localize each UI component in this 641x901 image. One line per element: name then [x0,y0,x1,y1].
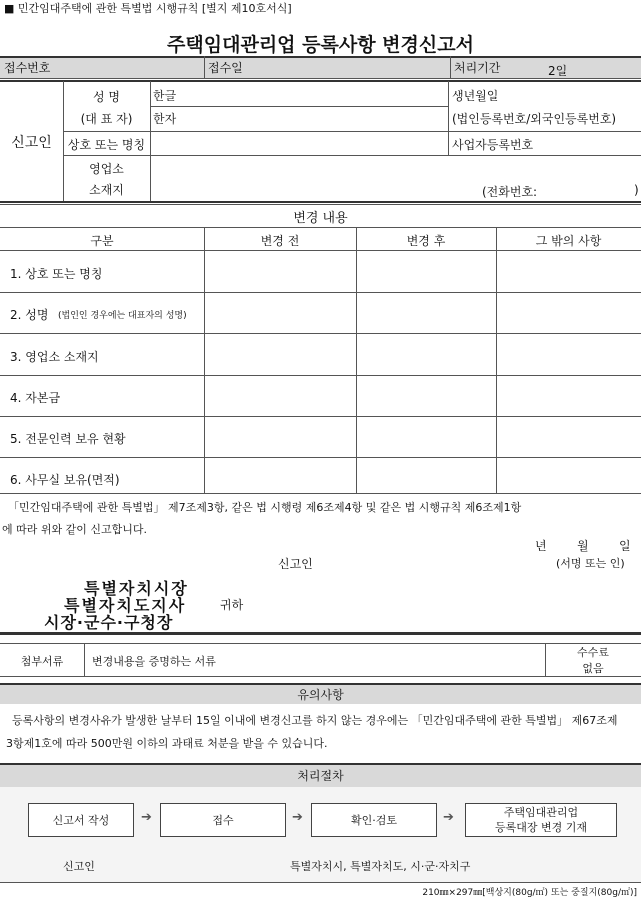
step-review: 확인·검토 [311,803,437,837]
fee-value: 없음 [582,662,604,675]
authority-line3: 시장·군수·구청장 [44,613,174,632]
actor-authority: 특별자치시, 특별자치도, 시·군·자치구 [290,860,471,873]
form-reference-note: ■ 민간임대주택에 관한 특별법 시행규칙 [별지 제10호서식] [4,2,292,15]
arrow-right-icon: ➔ [292,810,303,825]
hanja-name-label: 한자 [153,112,177,126]
step-receive: 접수 [160,803,286,837]
hangul-name-field[interactable] [175,84,445,104]
header-before: 변경 전 [260,234,300,248]
representative-label: (대 표 자) [80,112,133,126]
notice-line2: 3항제1호에 따라 500만원 이하의 과태료 처분을 받을 수 있습니다. [6,737,328,750]
birth-date-label: 생년월일 [452,89,499,103]
fee-label: 수수료 [577,646,609,659]
office-label-line1: 영업소 [89,162,124,176]
actor-applicant: 신고인 [63,860,95,873]
table-row: 2. 성명 [10,308,49,322]
phone-label: (전화번호: [482,185,538,199]
arrow-right-icon: ➔ [141,810,152,825]
attachment-label: 첨부서류 [20,655,64,668]
date-year-label: 년 [535,539,547,553]
attachment-content: 변경내용을 증명하는 서류 [92,655,216,668]
receipt-number-label: 접수번호 [4,61,51,75]
date-month-label: 월 [577,539,589,553]
table-row: 4. 자본금 [10,391,61,405]
hangul-name-label: 한글 [153,89,177,103]
arrow-right-icon: ➔ [443,810,454,825]
corporate-number-label: (법인등록번호/외국인등록번호) [452,112,617,126]
business-number-label: 사업자등록번호 [452,138,534,152]
declaration-line1: 「민간임대주택에 관한 특별법」 제7조제3항, 같은 법 시행령 제6조제4항 및 같은 법 시행규칙 제6조제1항 [8,501,522,514]
date-day-label: 일 [619,539,631,553]
signature-label: (서명 또는 인) [556,557,625,570]
table-row: 6. 사무실 보유(면적) [10,473,120,487]
authority-line1: 특별자치시장 [84,579,189,598]
procedure-title: 처리절차 [297,769,344,783]
company-name-field[interactable] [152,133,446,153]
table-row: 5. 전문인력 보유 현황 [10,432,126,446]
signer-label: 신고인 [278,557,313,571]
step-write-form: 신고서 작성 [28,803,134,837]
hanja-name-field[interactable] [175,108,445,129]
changes-section-title: 변경 내용 [293,211,348,226]
notice-line1: 등록사항의 변경사유가 발생한 날부터 15일 이내에 변경신고를 하지 않는 경우에는 「민간임대주택에 관한 특별법」 제67조제 [12,714,618,727]
reporter-section-label: 신고인 [11,135,52,151]
authority-line2: 특별자치도지사 [64,596,187,615]
processing-period-value: 2일 [548,64,568,78]
form-title: 주택임대관리업 등록사항 변경신고서 [167,34,474,56]
notice-title: 유의사항 [297,688,344,702]
office-address-field[interactable] [152,157,638,199]
office-label-line2: 소재지 [89,183,124,197]
receipt-date-label: 접수일 [208,61,243,75]
step-register-change: 주택임대관리업 등록대장 변경 기재 [465,803,617,837]
table-row: 1. 상호 또는 명칭 [10,267,103,281]
name-label: 성 명 [93,90,120,104]
phone-close-paren: ) [634,183,639,197]
authority-suffix: 귀하 [220,598,244,612]
header-after: 변경 후 [406,234,446,248]
receipt-bar [0,56,641,79]
paper-spec-footer: 210㎜×297㎜[백상지(80g/㎡) 또는 중질지(80g/㎡)] [422,888,637,898]
declaration-line2: 에 따라 위와 같이 신고합니다. [2,523,147,536]
table-row: 3. 영업소 소재지 [10,350,99,364]
header-other: 그 밖의 사항 [535,234,602,248]
processing-period-label: 처리기간 [454,61,501,75]
header-category: 구분 [90,234,114,248]
row-note: (법인인 경우에는 대표자의 성명) [58,311,187,321]
company-name-label: 상호 또는 명칭 [67,138,146,152]
